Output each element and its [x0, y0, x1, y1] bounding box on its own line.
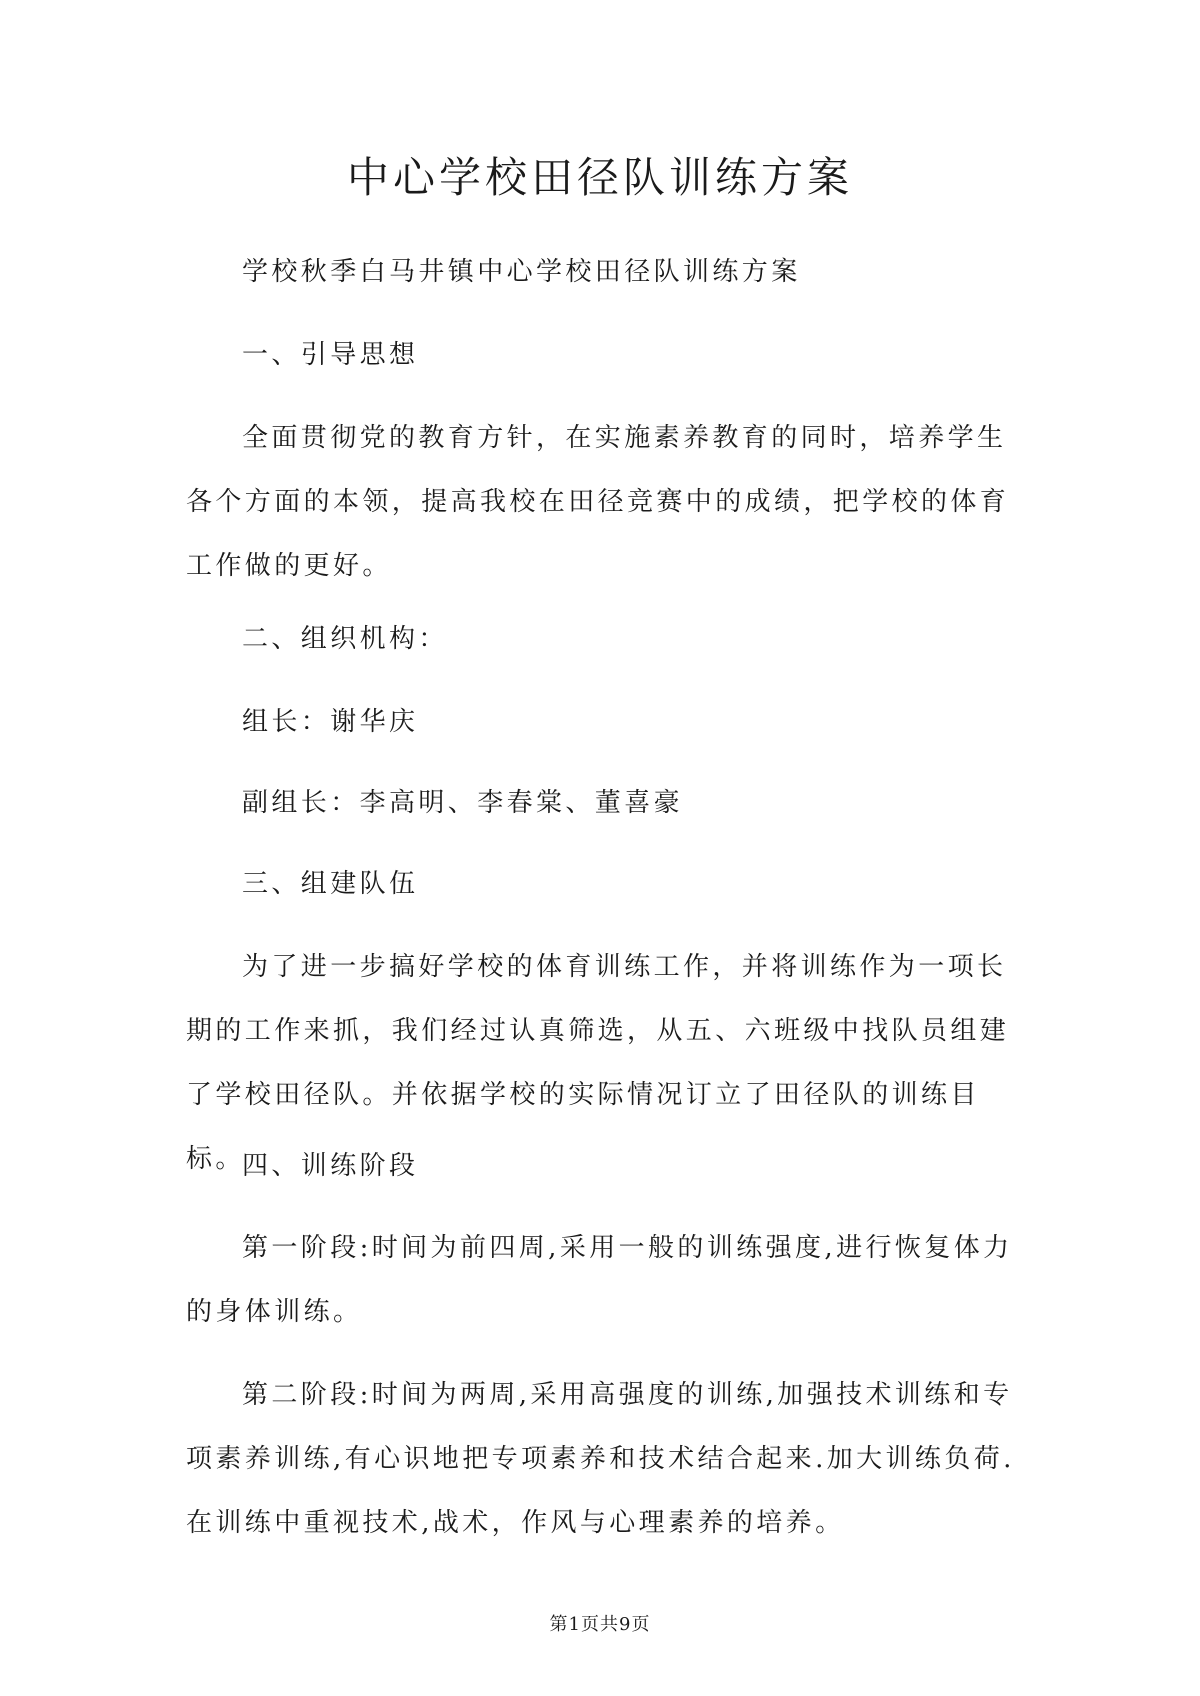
document-title: 中心学校田径队训练方案	[346, 153, 853, 202]
paragraph-stage-one: 第一阶段:时间为前四周,采用一般的训练强度,进行恢复体力的身体训练。	[186, 1233, 1013, 1327]
paragraph-deputy-leaders: 副组长：李高明、李春棠、董喜豪	[242, 788, 684, 818]
section-heading-stages: 四、训练阶段	[242, 1151, 419, 1181]
page-number-footer: 第1页共9页	[549, 1614, 651, 1635]
paragraph-team-formation: 为了进一步搞好学校的体育训练工作，并将训练作为一项长期的工作来抓，我们经过认真筛选，从五、六班级中找队员组建了学校田径队。并依据学校的实际情况订立了田径队的训练目标。	[186, 952, 1010, 1174]
paragraph-stage-two: 第二阶段:时间为两周,采用高强度的训练,加强技术训练和专项素养训练,有心识地把专项素养和技术结合起来.加大训练负荷.在训练中重视技术,战术，作风与心理素养的培养。	[186, 1380, 1015, 1538]
section-heading-team: 三、组建队伍	[242, 869, 419, 899]
paragraph-subtitle: 学校秋季白马井镇中心学校田径队训练方案	[242, 257, 801, 287]
section-heading-organization: 二、组织机构：	[242, 624, 448, 654]
section-heading-guiding: 一、引导思想	[242, 340, 419, 370]
paragraph-guiding-thought: 全面贯彻党的教育方针，在实施素养教育的同时，培养学生各个方面的本领，提高我校在田径竞赛中的成绩，把学校的体育工作做的更好。	[186, 423, 1010, 581]
paragraph-team-leader: 组长：谢华庆	[242, 707, 419, 737]
